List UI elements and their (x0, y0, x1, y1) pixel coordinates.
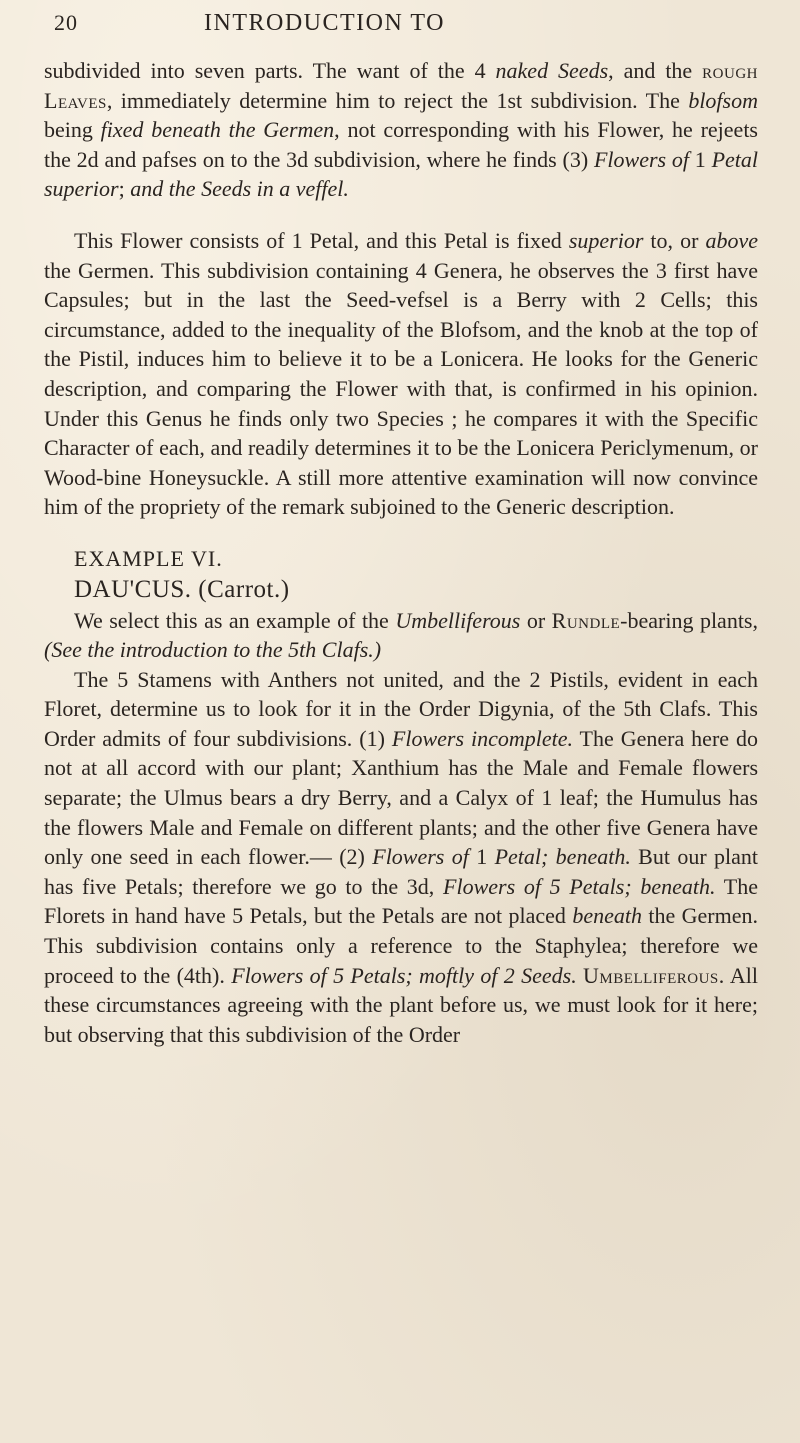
italic-run: above (705, 227, 758, 253)
text-run: the Germen. This subdivision contains only a reference to the Staphylea; therefore we proceed to the (4th). (44, 903, 759, 988)
running-head: INTRODUCTION TO (204, 10, 445, 36)
page-header (44, 10, 758, 56)
paragraph-subdivision (44, 56, 758, 204)
italic-run: beneath (572, 903, 642, 929)
text-run: or (520, 607, 552, 633)
italic-run: and the Seeds in a veffel. (130, 176, 349, 202)
italic-run: Flowers of 5 Petals; moftly of 2 Seeds. (231, 962, 577, 988)
small-caps-run: Rundle (551, 607, 621, 633)
page-body (44, 56, 758, 1049)
paragraph-flower-analysis (44, 226, 758, 522)
text-run: This Flower consists of 1 Petal, and this Petal is fixed (74, 227, 569, 253)
italic-run: fixed beneath the Germen (100, 117, 335, 143)
italic-run: Flowers of (372, 844, 469, 870)
example-heading: EXAMPLE VI. (74, 545, 223, 571)
text-run: to, or (643, 227, 706, 253)
italic-run: Petal superior (44, 146, 758, 202)
text-run: , and the (608, 58, 703, 83)
small-caps-run: rough Leaves (44, 58, 759, 113)
italic-run: Flowers of (593, 146, 689, 172)
text-run: But our plant has five Petals; therefore we go to the 3d, (44, 844, 759, 899)
text-run: , immediately determine him to reject the 1st subdivision. The (106, 87, 689, 113)
text-run: The Florets in hand have 5 Petals, but the Petals are not placed (44, 873, 759, 929)
italic-run: naked Seeds (495, 58, 609, 83)
italic-run: superior (568, 227, 644, 253)
text-run: 1 (468, 844, 495, 870)
italic-run: Flowers incomplete. (391, 725, 573, 751)
italic-run: (See the introduction to the 5th Clafs.) (44, 637, 382, 663)
small-caps-run: Umbelliferous. (583, 962, 725, 988)
genus-heading: DAU'CUS. (Carrot.) (74, 575, 290, 603)
text-run: the Germen. This subdivision containing 4 Genera, he observes the 3 first have Capsules; but in the last the Seed-vefsel is a Berry with 2 Cells; this circumstance, added to the inequality of the Blofsom, and the knob at the top of the Pistil, induces him to believe it to be a Lonicera. He looks for the Generic description, and comparing the Flower with that, is confirmed in his opinion. Under this Genus he finds only two Species ; he compares it with the Specific Character of each, and readily determines it to be the Lonicera Periclymenum, or Wood-bine Honeysuckle. A still more attentive examination will now convince him of the propriety of the remark subjoined to the Generic description. (44, 257, 758, 520)
italic-run: Petal; beneath. (494, 844, 631, 870)
text-run: , not corresponding with his Flower, he rejeets the 2d and pafses on to the 3d subdivision, where he finds (3) (44, 117, 758, 172)
paragraph-order-analysis (44, 665, 758, 1050)
text-run: The Genera here do not at all accord with our plant; Xanthium has the Male and Female flowers separate; the Ulmus bears a dry Berry, and a Calyx of 1 leaf; the Humulus has the flowers Male and Female on different plants; and the other five Genera have only one seed in each flower.— (2) (44, 725, 758, 870)
page-number: 20 (54, 10, 78, 35)
text-run: All these circumstances agreeing with the plant before us, we must look for it here; but observing that this subdivision of the Order (44, 962, 759, 1047)
text-run: 1 (688, 146, 712, 172)
text-run: subdivided into seven parts. The want of the 4 (44, 58, 496, 83)
text-run: ; (118, 176, 131, 202)
paragraph-gap (44, 522, 758, 544)
italic-run: Umbelliferous (395, 607, 521, 633)
text-run: The 5 Stamens with Anthers not united, and the 2 Pistils, evident in each Floret, determine us to look for it in the Order Digynia, of the 5th Clafs. This Order admits of four subdivisions. (1) (44, 666, 758, 751)
text-run: -bearing plants, (620, 607, 758, 633)
italic-run: blofsom (688, 87, 758, 113)
paragraph-gap (44, 204, 758, 226)
italic-run: Flowers of 5 Petals; beneath. (443, 873, 716, 899)
paragraph-example-intro (44, 606, 758, 665)
text-run: being (44, 117, 101, 143)
text-run: We select this as an example of the (74, 607, 396, 633)
